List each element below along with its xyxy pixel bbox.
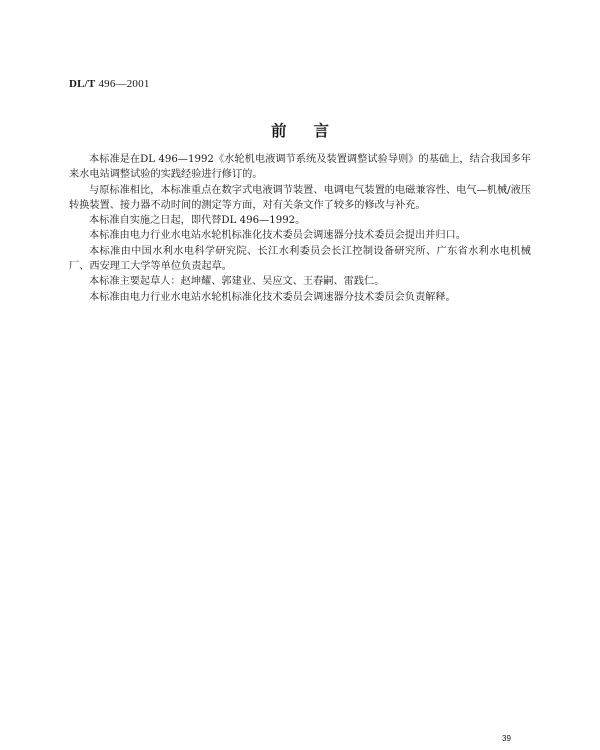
paragraph-changes: 与原标准相比，本标准重点在数字式电液调节装置、电调电气装置的电磁兼容性、电气—机械/液压转换装置、接力器不动时间的测定等方面，对有关条文作了较多的修改与补充。 xyxy=(69,184,531,211)
page-number: 39 xyxy=(502,734,511,743)
standard-code-number: 496—2001 xyxy=(98,78,150,90)
paragraph-drafting-units: 本标准由中国水利水电科学研究院、长江水利委员会长江控制设备研究所、广东省水利水电机械厂、西安理工大学等单位负责起草。 xyxy=(69,245,531,273)
page-title: 前言 xyxy=(270,122,356,140)
paragraph-drafters: 本标准主要起草人：赵坤耀、郭建业、吴应文、王春嗣、雷践仁。 xyxy=(89,276,385,288)
paragraph-basis: 本标准是在DL 496—1992《水轮机电液调节系统及装置调整试验导则》的基础上，结合我国多年来水电站调整试验的实践经验进行修订的。 xyxy=(69,154,531,181)
paragraph-replacement: 本标准自实施之日起，即代替DL 496—1992。 xyxy=(89,215,306,227)
paragraph-proposer: 本标准由电力行业水电站水轮机标准化技术委员会调速器分技术委员会提出并归口。 xyxy=(89,230,466,242)
paragraph-interpretation: 本标准由电力行业水电站水轮机标准化技术委员会调速器分技术委员会负责解释。 xyxy=(89,291,456,303)
standard-code-prefix: DL/T xyxy=(69,78,96,90)
foreword-body xyxy=(69,152,531,305)
standard-code-header xyxy=(69,78,150,90)
